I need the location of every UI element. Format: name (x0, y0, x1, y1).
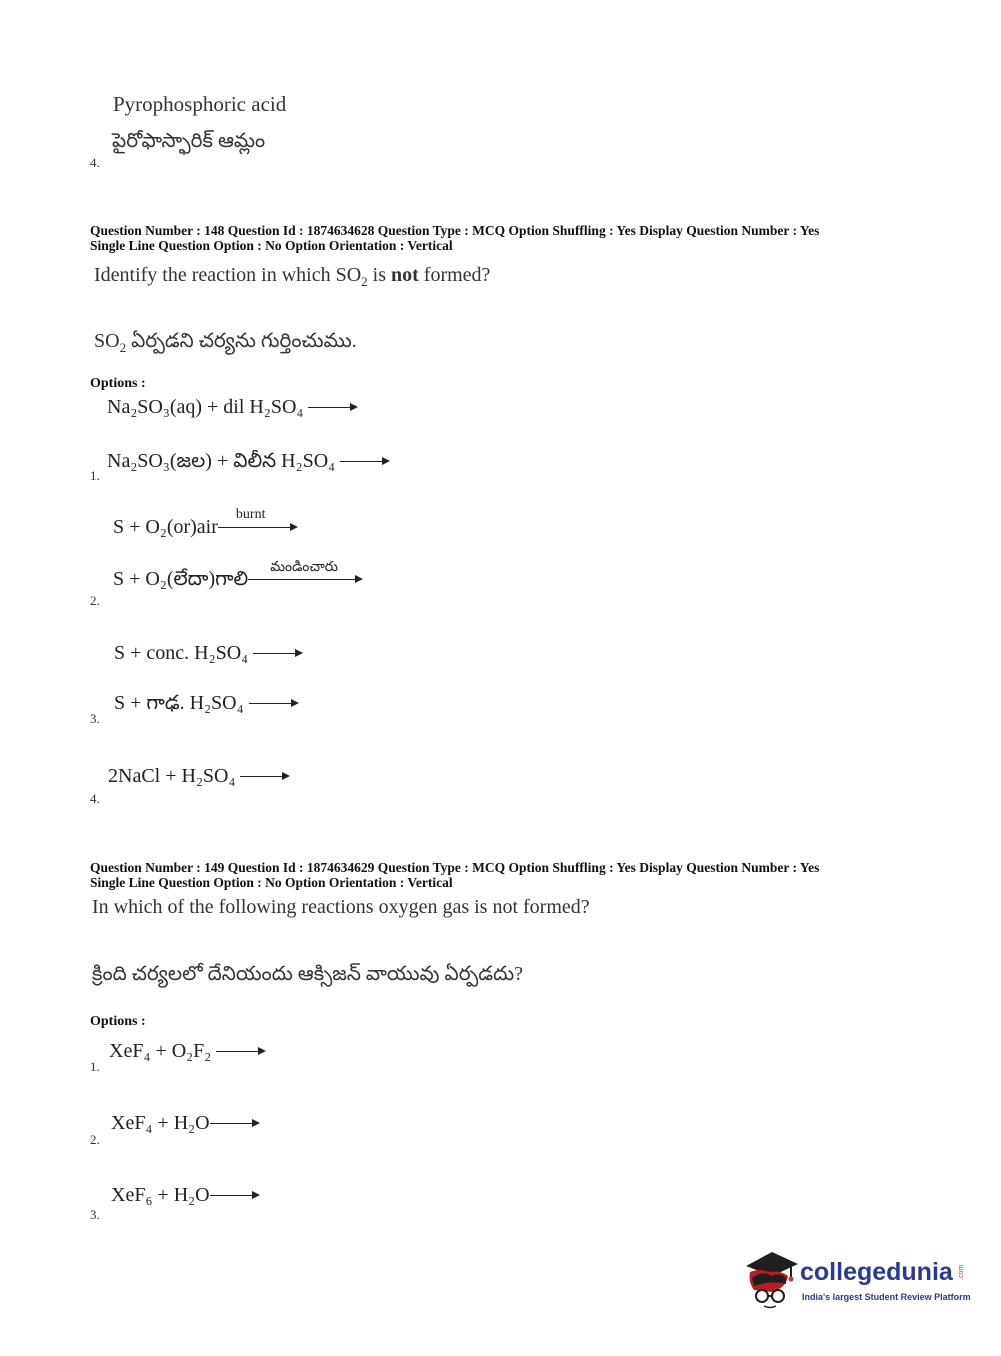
q148-option-3-number: 3. (90, 711, 100, 726)
arrow-icon (253, 649, 303, 659)
prev-option-4-english: Pyrophosphoric acid (113, 92, 287, 116)
student-mascot-icon (742, 1248, 800, 1310)
q149-option-2-number: 2. (90, 1132, 100, 1147)
arrow-icon (248, 560, 363, 585)
q148-meta-line2: Single Line Question Option : No Option Orientation : Vertical (90, 238, 453, 253)
q148-option-3-english[interactable]: S + conc. H₂SO₄ (114, 642, 303, 665)
q148-option-2-english[interactable]: S + O₂(or)air burnt (113, 516, 298, 539)
q148-option-1-english[interactable]: Na₂SO₃(aq) + dil H₂SO₄ (107, 396, 358, 419)
brand-tagline: India's largest Student Review Platform (802, 1292, 971, 1302)
arrow-icon (340, 457, 390, 467)
q148-option-4-english[interactable]: 2NaCl + H₂SO₄ (108, 765, 290, 788)
q149-options-label: Options : (90, 1014, 146, 1029)
q149-option-2[interactable]: XeF₄ + H₂O (111, 1112, 260, 1135)
q149-option-1-number: 1. (90, 1059, 100, 1074)
prev-option-4-telugu: పైరోఫాస్ఫారిక్ ఆమ్లం (112, 130, 266, 152)
arrow-label: burnt (235, 507, 266, 523)
q149-meta-line1: Question Number : 149 Question Id : 1874634629 Question Type : MCQ Option Shuffling : Yes Display Question Number : Yes (90, 860, 820, 875)
arrow-icon (308, 403, 358, 413)
q149-option-3[interactable]: XeF₆ + H₂O (111, 1184, 260, 1207)
arrow-icon (210, 1191, 260, 1201)
q148-option-1-number: 1. (90, 468, 100, 483)
q148-options-label: Options : (90, 376, 146, 391)
arrow-icon (240, 772, 290, 782)
q148-option-2-telugu[interactable]: S + O₂(లేదా)గాలి మండించారు (113, 568, 363, 595)
q148-option-4-number: 4. (90, 791, 100, 806)
q149-option-3-number: 3. (90, 1207, 100, 1222)
arrow-icon (210, 1119, 260, 1129)
q148-option-2-number: 2. (90, 593, 100, 608)
q149-question-telugu: క్రింది చర్యలలో దేనియందు ఆక్సిజన్ వాయువు ఏర్పడదు? (92, 963, 523, 985)
arrow-icon (216, 1047, 266, 1057)
q149-question-english: In which of the following reactions oxygen gas is not formed? (92, 896, 590, 918)
collegedunia-logo[interactable] (742, 1248, 972, 1312)
q148-option-3-telugu[interactable]: S + గాఢ. H₂SO₄ (114, 692, 299, 719)
q148-meta-line1: Question Number : 148 Question Id : 1874634628 Question Type : MCQ Option Shuffling : Yes Display Question Number : Yes (90, 223, 820, 238)
arrow-label: మండించారు (270, 560, 338, 576)
prev-option-4-number: 4. (90, 155, 100, 170)
arrow-icon (249, 699, 299, 709)
q149-option-1[interactable]: XeF₄ + O₂F₂ (109, 1040, 266, 1063)
q148-option-1-telugu[interactable]: Na₂SO₃(జల) + విలీన H₂SO₄ (107, 450, 390, 477)
brand-suffix: .com (958, 1264, 965, 1280)
q148-question-english: Identify the reaction in which $SO_2$ is not formed? (94, 264, 491, 289)
q148-question-telugu: $SO_2$ ఏర్పడని చర్యను గుర్తించుము. (94, 330, 357, 355)
brand-name: collegedunia (800, 1258, 953, 1286)
q149-meta-line2: Single Line Question Option : No Option Orientation : Vertical (90, 875, 453, 890)
arrow-icon (218, 507, 298, 533)
